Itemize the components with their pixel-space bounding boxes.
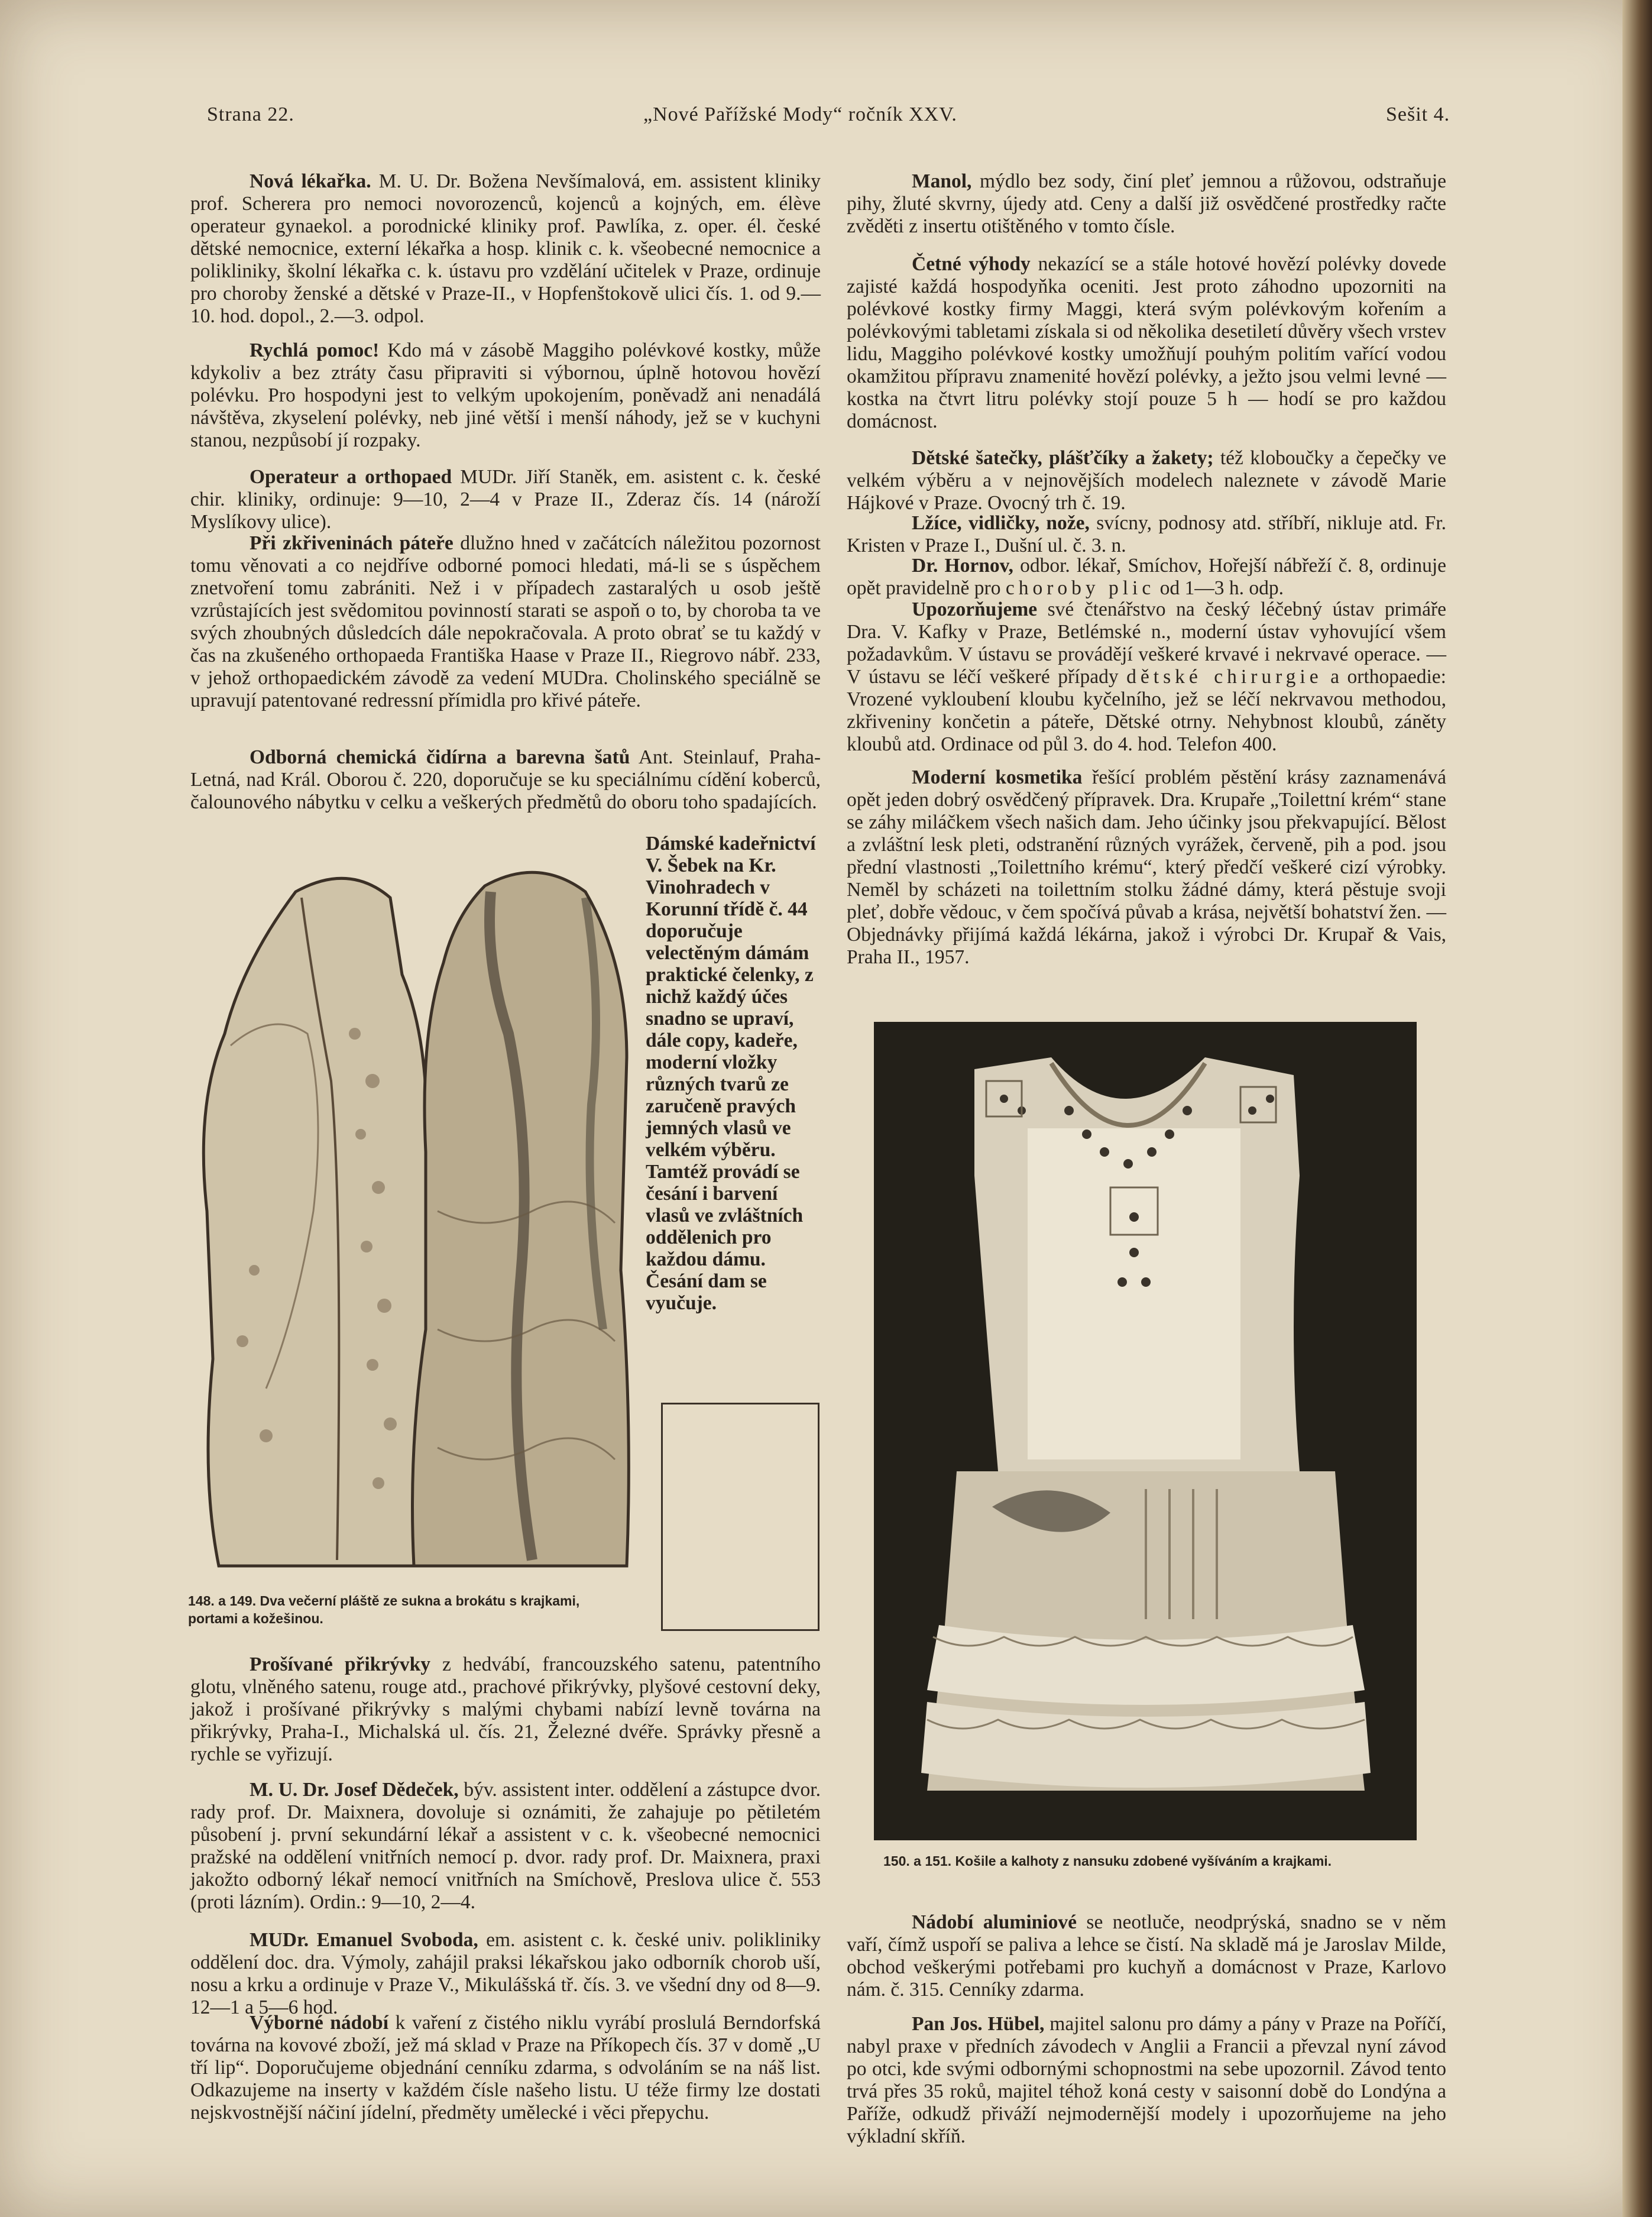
page-number: Strana 22. [207,103,294,125]
notice-rychla-pomoc [190,339,821,452]
figure-evening-coats [177,856,644,1584]
notice-dedecek [190,1779,821,1914]
notice-upozornujeme [847,598,1446,756]
notice-lead: Dámské kadeřnictví V. Šebek [646,833,816,876]
notice-lead: Prošívané přikrývky [250,1653,431,1675]
notice-lead: Pan Jos. Hübel, [912,2013,1045,2035]
notice-text: MUDr. Jiří Staněk, em. asistent c. k. české chir. kliniky, ordinuje: 9—10, 2—4 v Praze II., Zderaz čís. 14 (nároží Myslíkovy ulice). [190,466,821,533]
notice-cetne-vyhody [847,253,1446,433]
notice-lead: Odborná chemická čidírna a barevna šatů [250,746,630,768]
notice-lead: Dětské šatečky, plášťčíky a žakety; [912,447,1214,469]
notice-detske-satecky [847,447,1446,514]
notice-kadernictvi [646,833,821,1314]
notice-text: své čtenářstvo na český léčebný ústav primáře Dra. V. Kafky v Praze, Betlémské n., moderní ústav vyhovující všem požadavkům. V ústavu se provádějí veškeré krvavé i nekrvavé operace. — V ústavu se léčí veškeré případy [847,598,1446,688]
figure-caption-148-149: 148. a 149. Dva večerní pláště ze sukna a brokátu s krajkami, portami a kožešinou. [188,1593,580,1626]
notice-lead: Výborné nádobí [250,2012,388,2034]
notice-text: nekazící se a stále hotové hovězí polévky dovede zajisté každá hospodyňka oceniti. Jest proto záhodno upozorniti na polévkové kostky firmy Maggi, která svým polévkovým kořením a polévkovými tabletami získala si od několika desetiletí důvěry všech vrstev lidu, Maggiho polévkové kostky umožňují pouhým politím vařící vodou okamžitou přípravu znamenité hovězí polévky, a ježto jsou velmi levné — kostka na čtvrt litru polévky stojí pouze 5 h — hodí se pro každou domácnost. [847,253,1447,432]
notice-lead: Operateur a orthopaed [250,466,452,488]
notice-text: se neotluče, neodprýská, snadno se v něm vaří, čímž uspoří se paliva a lehce se čistí. Na skladě má je Jaroslav Milde, obchod veškerými potřebami pro kuchyň a domácnost v Praze, Karlovo nám. č. 315. Cenníky zdarma. [847,1911,1446,2001]
notice-text: řešící problém pěstění krásy zaznamenává opět jeden dobrý osvědčený přípravek. Dra. Krupaře „Toilettní krém“ stane se záhy miláčkem všech našich dam. Jeho účinky jsou překvapující. Bělost a zvláštní lesk pleti, odstranění různých vyrážek, červeně, pih a pod. jsou přední vlastnosti „Toilettního krému“, který předčí veškeré cizí výrobky. Neměl by scházeti na toilettním stolku žádné dámy, která pěstuje svoji pleť, dobře vědouc, v čem spočívá půvab a krása, největší bohatství žen. — Objednávky přijímá každá lékárna, jakož i výrobci Dr. Krupař & Vais, Praha II., 1957. [847,766,1446,968]
notice-text: Kdo má v zásobě Maggiho polévkové kostky, může kdykoliv a bez ztráty času připraviti si výbornou, úplně hotovou hovězí polévku. Pro hospodyni jest to velkým upokojením, poněvadž ani nenadálá návštěva, zkyselení polévky, neb jiné větší i menší náhody, jež se v kuchyni stanou, nezpůsobí jí rozpaky. [190,339,821,451]
page-binding-edge [1622,0,1652,2217]
notice-text: též kloboučky a čepečky ve velkém výběru a v nejnovějších modelech naleznete v závodě Marie Hájkové v Praze. Ovocný trh č. 19. [847,447,1447,514]
notice-text: na Kr. Vinohradech v Korunní třídě č. 44 doporučuje velectěným dámám praktické čelenky, z nichž každý účes snadno se upraví, dále copy, kadeře, moderní vložky různých tvarů ze zaručeně pravých jemných vlasů ve velkém výběru. Tamtéž provádí se česání i barvení vlasů ve zvláštních oddělenich pro každou dámu. Česání dam se vyučuje. [646,855,814,1314]
notice-lead: Lžíce, vidličky, nože, [912,512,1090,534]
notice-tail: a orthopaedie: Vrozené vykloubení kloubu kyčelního, jež se léčí nekrvavou methodou, zkřiveniny končetin a páteře, Dětské otrny. Nehybnost kloubů, záněty kloubů atd. Ordinace od půl 3. do 4. hod. Telefon 400. [847,666,1446,755]
notice-lead: Nová lékařka. [250,170,371,192]
notice-lead: Při zkřiveninách páteře [250,532,454,554]
issue-number: Sešit 4. [1386,103,1450,125]
notice-text: k vaření z čistého niklu vyrábí proslulá Berndorfská továrna na kovové zboží, jež má sklad v Praze na Příkopech čís. 37 v domě „U tří lip“. Doporučujeme objednání cenníku zdarma, s odvoláním se na náš list. Odkazujeme na inserty v každém čísle našeho listu. U téže firmy lze dostati nejskvostnější náčiní jídelní, předměty umělecké i věci přepychu. [190,2012,821,2124]
notice-hubel [847,2013,1446,2148]
notice-svoboda [190,1929,821,2019]
notice-nadobi [190,2012,821,2124]
notice-text: odbor. lékař, Smíchov, Hořejší nábřeží č. 8, ordinuje opět pravidelně pro [847,555,1446,599]
notice-lead: Upozorňujeme [912,598,1038,620]
notice-text: majitel salonu pro dámy a pány v Praze na Poříčí, nabyl praxe v předních závodech v Anglii a Francii a převzal nyní závod po otci, kde svými odbornými schopnostmi na sebe upozornil. Závod tento trvá přes 35 roků, majitel téhož koná cesty v saisonní době do Londýna a Paříže, odkudž přiváží nejmodernější modely i upozorňujeme na jeho výkladní skříň. [847,2013,1446,2147]
notice-text: dlužno hned v začátcích náležitou pozornost tomu věnovati a co nejdříve odborné pomoci hledati, má-li se s úspěchem znetvoření tomu zabrániti. Než i v případech zastaralých u osob ještě vzrůstajících jest svědomitou povinností starati se aspoň o to, by choroba ta ve svých zhoubných důsledcích dále nepokračovala. A proto obrať se tu každý v čas na zkušeného orthopaeda Františka Haase v Praze II., Riegrovo nábř. 233, v jehož orthopaedickém závodě za vedení MUDra. Cholinského speciálně se upravují patentované redressní přímidla pro křivé páteře. [190,532,821,711]
notice-text: M. U. Dr. Božena Nevšímalová, em. assistent kliniky prof. Scherera pro nemoci novorozenců, kojenců a kojných, em. élève operateur gynaekol. a porodnické kliniky prof. Pawlíka, z. oper. él. české dětské nemocnice, externí lékařka a hosp. klinik c. k. všeobecné nemocnice a polikliniky, školní lékařka c. k. ústavu pro vzdělání učitelek v Praze, ordinuje pro choroby ženské a dětské v Praze-II., v Hopfenštokově ulici čís. 1. od 9.—10. hod. dopol., 2.—3. odpol. [190,170,821,327]
blank-frame [661,1403,819,1631]
notice-lead: Moderní kosmetika [912,766,1083,788]
figure-caption-150-151: 150. a 151. Košile a kalhoty z nansuku zdobené vyšíváním a krajkami. [883,1853,1332,1869]
notice-text: em. asistent c. k. české univ. polikliniky oddělení doc. dra. Výmoly, zahájil praksi lékařskou jako odborník chorob uší, nosu a krku a ordinuje v Praze V., Mikulášská tř. čís. 3. ve všední dny od 8—9. 12—1 a 5—6 hod. [190,1929,821,2018]
notice-manol [847,170,1446,238]
notice-lead: Manol, [912,170,972,192]
notice-lead: Rychlá pomoc! [250,339,380,361]
notice-lead: M. U. Dr. Josef Dědeček, [250,1779,459,1801]
notice-spaced: dětské chirurgie [1126,666,1323,688]
notice-kosmetika [847,766,1446,969]
notice-operateur [190,466,821,533]
notice-spaced: choroby plic [1005,577,1155,599]
notice-text: svícny, podnosy atd. stříbří, nikluje atd. Fr. Kristen v Praze I., Dušní ul. č. 3. n. [847,512,1446,556]
notice-prikryvky [190,1653,821,1766]
figure-chemise-and-drawers [874,1022,1417,1840]
notice-aluminiove [847,1911,1446,2001]
notice-lead: Nádobí aluminiové [912,1911,1077,1933]
notice-nova-lekarka [190,170,821,328]
notice-cidirna [190,746,821,814]
publication-title: „Nové Pařížské Mody“ ročník XXV. [643,103,957,125]
notice-lead: MUDr. Emanuel Svoboda, [250,1929,478,1951]
notice-lead: Dr. Hornov, [912,555,1013,577]
notice-lzice [847,512,1446,557]
notice-text: mýdlo bez sody, činí pleť jemnou a růžovou, odstraňuje pihy, žluté skvrny, újedy atd. Ceny a další již osvědčené prostředky račte zvěděti z insertu otištěného v tomto čísle. [847,170,1446,237]
notice-text: Ant. Steinlauf, Praha-Letná, nad Král. Oborou č. 220, doporučuje se ku speciálnímu cídění koberců, čalounového nábytku v celku a veškerých předmětů do oboru toho spadajících. [190,746,821,813]
notice-tail: od 1—3 h. odp. [1155,577,1284,599]
notice-text: býv. assistent inter. oddělení a zástupce dvor. rady prof. Dr. Maixnera, dovoluje si oznámiti, že zahajuje po pětiletém působení j. první sekundární lékař a assistent v c. k. všeobecné nemocnici pražské na oddělení vnitřních nemocí p. dvor. rady prof. Dr. Maixnera, praxi jakožto odborný lékař nemocí vnitřních na Smíchově, Preslova ulice č. 553 (proti lázním). Ordin.: 9—10, 2—4. [190,1779,821,1913]
notice-text: z hedvábí, francouzského satenu, patentního glotu, vlněného satenu, rouge atd., prachové přikrývky, plyšové cestovní deky, jakož i prošívané přikrývky s malými chybami nabízí levně továrna na přikrývky, Praha-I., Michalská ul. čís. 21, Železné dvéře. Správky přesně a rychle se vyřizují. [190,1653,821,1765]
notice-hornov [847,555,1446,600]
notice-lead: Četné výhody [912,253,1031,275]
notice-zkriveniny [190,532,821,712]
